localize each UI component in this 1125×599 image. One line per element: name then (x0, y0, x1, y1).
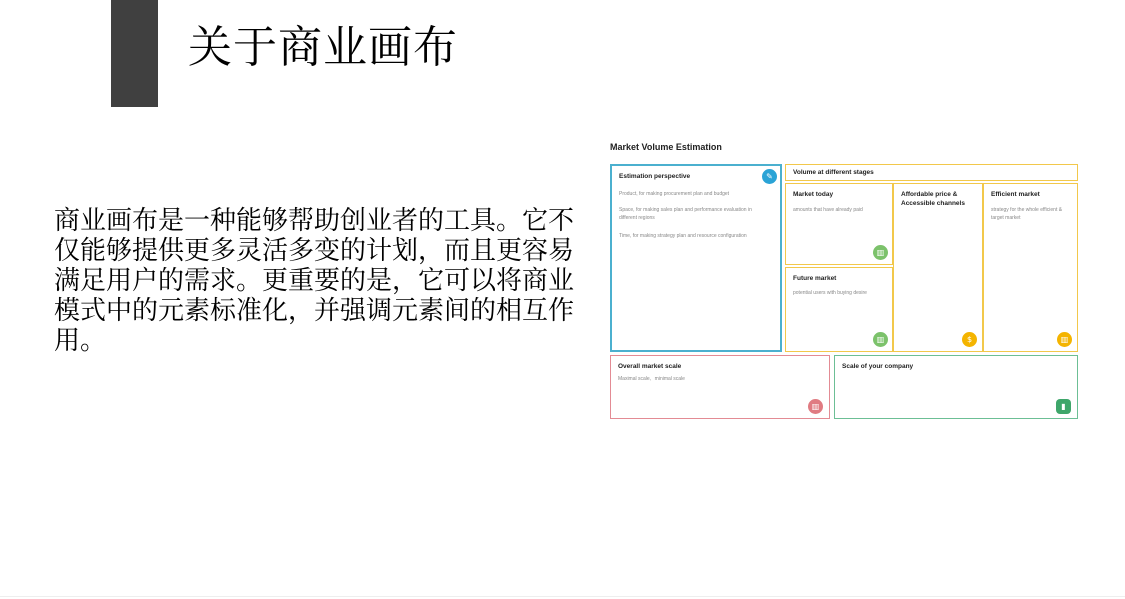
bank-icon: ▥ (873, 245, 888, 260)
business-canvas-diagram (610, 138, 1080, 423)
efficient-market-title: Efficient market (991, 191, 1040, 198)
estimation-line-2: Space, for making sales plan and performance evaluation in different regions (619, 207, 752, 221)
efficient-market-desc: strategy for the whole efficient & target market (991, 207, 1063, 221)
volume-stages-header (785, 164, 1078, 181)
company-scale-title: Scale of your company (842, 363, 914, 370)
market-today-title: Market today (793, 191, 834, 198)
canvas-title: Market Volume Estimation (610, 142, 722, 152)
overall-market-title: Overall market scale (618, 363, 682, 370)
estimation-line-3: Time, for making strategy plan and resource configuration (619, 233, 747, 239)
market-today-box (785, 183, 893, 265)
future-market-title: Future market (793, 275, 837, 282)
overall-market-desc: Maximal scale、minimal scale (618, 376, 685, 382)
overall-market-scale-box (610, 355, 830, 419)
money-bag-icon: $ (962, 332, 977, 347)
chart-icon: ✎ (762, 169, 777, 184)
affordable-title: Affordable price & Accessible channels (901, 191, 965, 207)
estimation-title: Estimation perspective (619, 173, 691, 180)
affordable-box (893, 183, 983, 352)
market-today-desc: amounts that have already paid (793, 207, 863, 213)
bottom-divider (0, 596, 1125, 597)
estimation-line-1: Product, for making procurement plan and budget (619, 191, 730, 197)
slide-title: 关于商业画布 (188, 22, 458, 73)
bank-icon: ▥ (1057, 332, 1072, 347)
estimation-perspective-box (610, 164, 782, 352)
volume-title: Volume at different stages (793, 169, 874, 176)
company-scale-box (834, 355, 1078, 419)
bank-icon: ▥ (873, 332, 888, 347)
slide-body-text: 商业画布是一种能够帮助创业者的工具。它不仅能够提供更多灵活多变的计划，而且更容易满足用户的需求。更重要的是，它可以将商业模式中的元素标准化，并强调元素间的相互作用。 (54, 206, 575, 356)
bank-icon: ▥ (808, 399, 823, 414)
future-market-desc: potential users with buying desire (793, 290, 867, 296)
phone-icon: ▮ (1056, 399, 1071, 414)
efficient-market-box (983, 183, 1078, 352)
future-market-box (785, 267, 893, 352)
title-accent-bar (111, 0, 158, 107)
